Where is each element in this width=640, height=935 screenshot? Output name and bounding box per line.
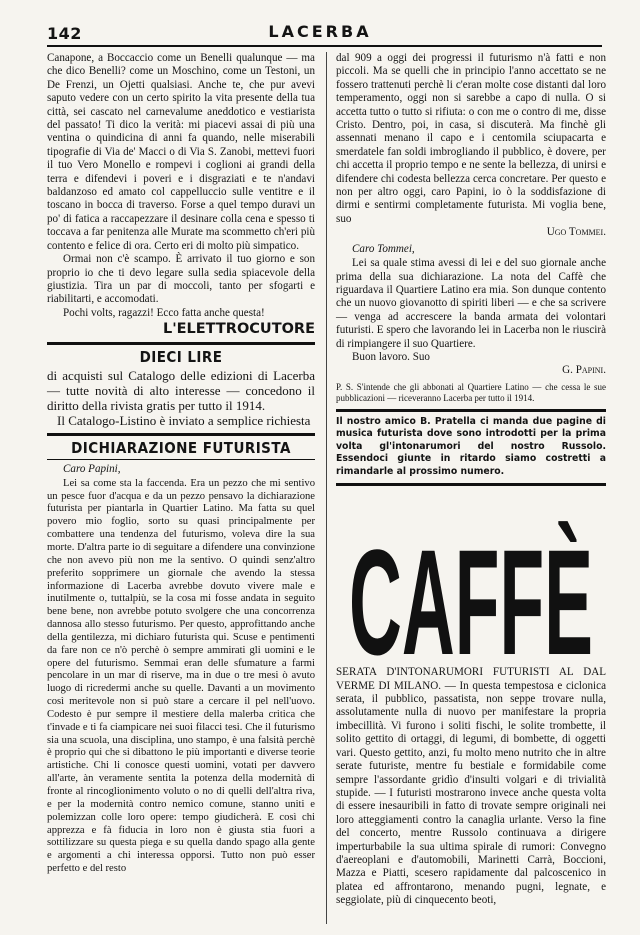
header-rule	[47, 45, 602, 47]
declaration-continued: dal 909 a oggi dei progressi il futurismo n'à fatti e non piccoli. Ma se quelli che in principio l'anno accettato se ne fossero trattenuti perchè li c'eran molte cose distanti dal loro temperamento, oggi non si sarebbe a capo di nulla. O si accetta tutto o tutto si rifiuta: o con me o contro di me, disse Cristo. Dentro, poi, in casa, si discuterà. Ma finchè gli assennati menano il capo e i centomila sciupacarta e smerdatele fan soldi imbrogliando il pubblico, è dovere, per chi accetta il proprio tempo e ne sente la bellezza, di unirsi e difendere chi codesta bellezza cerca concretare. Per questo e non per altro oggi, caro Papini, io ò la soddisfazione di dirmi e sentirmi completamente futurista. Mi voglia bene, suo	[336, 52, 606, 225]
section-rule-thin	[47, 459, 315, 460]
declaration-title: DICHIARAZIONE FUTURISTA	[71, 438, 291, 457]
left-column	[47, 52, 315, 876]
section-rule	[47, 342, 315, 345]
intro-paragraph-3: Pochi volts, ragazzi! Ecco fatta anche questa!	[63, 306, 265, 319]
declaration-body: Lei sa come sta la faccenda. Era un pezzo che mi sentivo un pesce fuor d'acqua e da un pezzo pensavo la dichiarazione futurista per piantarla in Quartier Latino. Ma fatta su quel povero mio foglio, sorto su quasi principalmente per combattere una tendenza del futurismo, voleva dire la sua morte. D'altra parte io di seguitare a difendere una convinzione che non avevo più non me la sentivo. O quindi senz'altro preferito sopprimere un giornale che avendo la stessa informazione di Lacerba avrebbe dovuto vivere male e inutilmente o, tuttalpiù, se la cosa mi fosse andata in seguito bene bene, non avrebbe potuto svolgere che una concorrenza dannosa allo stesso futurismo. Per questo, approfittando anche della gentilezza, mi dichiaro futurista qui. Scuse e pentimenti da fare non ce n'ò perchè ò sempre ammirati gli uomini e le opere del futurismo. Semmai eran delle sfumature a farmi pencolare in un mar di riserve, ma in due o tre mesi ò avuto luogo di ricredermi anche su quelle. Davanti a un movimento così meritevole non si può stare a cercare il pel nell'uovo. Codesto è pur sempre il mestiere della malerba critica che t'invade e ti fa ciampicare nei suoi filacci tesi. Che il futurismo sia una scuola, una disciplina, uno stampo, è una falsità perchè è proprio qui che si dibattono le più importanti e diverse teorie artistiche. Chi li conosce questi uomini, votati per davvero all'arte, àn veramente sentita la potenza della modernità di fronte al rincoglionimento voluto o no di quelli dell'altra riva, e per la modernità contro nemico comune, stanno uniti e polemizzan colle loro opere: tempo giudicherà. E così chi apprezza e fà fiducia in loro non è giusta stia fuori a sottilizzare su questa piega e su quella dando spago alla gente e argomenti a chi interessa opporsi. Tutto non può esser perfetto e del resto	[47, 477, 315, 875]
section-rule	[336, 409, 606, 412]
ad-block	[47, 368, 315, 428]
ad-line-2: Il Catalogo-Listino è inviato a semplice richiesta	[57, 412, 311, 428]
postscript: P. S. S'intende che gli abbonati al Quartiere Latino — che cessa le sue pubblicazioni — riceveranno Lacerba per tutto il 1914.	[336, 381, 606, 403]
section-rule	[336, 483, 606, 486]
masthead-title: LACERBA	[268, 22, 372, 41]
intro-signature: L'ELETTROCUTORE	[162, 321, 315, 338]
column-divider	[326, 52, 327, 924]
ad-line-1: di acquisti sul Catalogo delle edizioni di Lacerba — tutte novità di alto interesse — concedono il diritto della rivista gratis per tutto il 1914.	[47, 367, 315, 413]
serata-body	[336, 666, 606, 907]
reply-body: Lei sa quale stima avessi di lei e del suo giornale anche prima della sua dichiarazione. La nota del Caffè che riguardava il Quartiere Latino era mia. Son dunque contento che un nuovo giovanotto di spiriti liberi — e che sa scrivere — venga ad accrescere la banda armata dei volontari futuristi. E spero che lavorando lei in Lacerba non le riuscirà di rimpiangere il suo Quartiere.	[336, 257, 606, 350]
declaration-salutation: Caro Papini,	[63, 463, 121, 476]
page-number: 142	[47, 24, 82, 43]
pratella-notice: Il nostro amico B. Pratella ci manda due pagine di musica futurista dove sono introdotti per la prima volta gl'intonarumori del nostro Russolo. Essendoci giunte in ritardo siamo costretti a rimandarle al prossimo numero.	[336, 415, 606, 477]
caffe-headline-text: CAFFÈ	[349, 518, 593, 663]
reply-close: Buon lavoro. Suo	[352, 350, 430, 363]
serata-heading: SERATA D'INTONARUMORI FUTURISTI AL DAL VERME DI MILANO.	[336, 666, 606, 692]
ad-title: DIECI LIRE	[139, 347, 223, 366]
intro-paragraph-2: Ormai non c'è scampo. È arrivato il tuo giorno e son proprio io che ti devo legare sulla sedia spiacevole della giustizia. Tira un par di moccoli, tanto per sfogarti e riabilitarti, e accomodati.	[47, 253, 315, 306]
signature-papini: G. Papini.	[562, 364, 606, 377]
intro-paragraph-1: Canapone, a Boccaccio come un Benelli qualunque — ma che dico Benelli? come un Moschino, come un Testoni, un De Frenzi, un Ojetti qualsiasi. Anche te, che pur avevi saputo vedere con un certo spirito la vita presente della tua città, sei cascato nel carnevalume aneddotico e vestiarista del passato! Ti dico la verità: mi piacevi assai di più una ventina o quindicina di anni fa quando, nelle miserabili tipografie di Via de' Macci o di Via S. Zanobi, mettevi fuori il tuo Vero Monello e rompevi i coglioni ai grandi della terra e difendevi i poveri e i disgraziati e te n'andavi baldanzoso ed amato col cappelluccio sulle ventitre e il toscano in bocca di traverso. Forse a quel tempo duravi un po' di fatica a raccapezzare il desinare colla cena e spesso ti toccava a far penitenza alle Murate ma scommetto ch'eri più contento e felice di ora. Certo eri di molto più simpatico.	[47, 52, 315, 252]
reply-salutation: Caro Tommei,	[352, 242, 415, 255]
serata-text: — In questa tempestosa e ciclonica serata, il pubblico, passatista, non seppe trovare nulla, assolutamente nulla di nuovo per manifestare la propria imbecillità. Vi furono i soliti fischi, le solite trombette, il solito gettito di ortaggi, di legumi, di bombette, di oggetti vari. Questo gettito, anzi, fu molto meno nutrito che in altre serate futuriste, mentre fu bestiale e formidabile come sempre l'assordante gridìo d'insulti volgari e di trivialità stupide. — I futuristi mostrarono invece anche questa volta di essere inesauribili in fatto di trovate sempre originali nei loro atteggiamenti contro la canaglia urlante. Verso la fine del concerto, mentre Russolo continuava a dirigere imperturbabile la sua ultima spirale di rumori: Convegno d'aereoplani e d'automobili, Marinetti Carrà, Boccioni, Mazza e Piatti, scesero rapidamente dal palcoscenico in platea ed affrontarono, menando pugni, legnate, e seggiolate, più di cinquecento beoti,	[336, 679, 606, 907]
caffe-headline	[346, 512, 596, 662]
signature-tommei: Ugo Tommei.	[546, 226, 606, 239]
section-rule	[47, 433, 315, 436]
right-column	[336, 52, 606, 908]
